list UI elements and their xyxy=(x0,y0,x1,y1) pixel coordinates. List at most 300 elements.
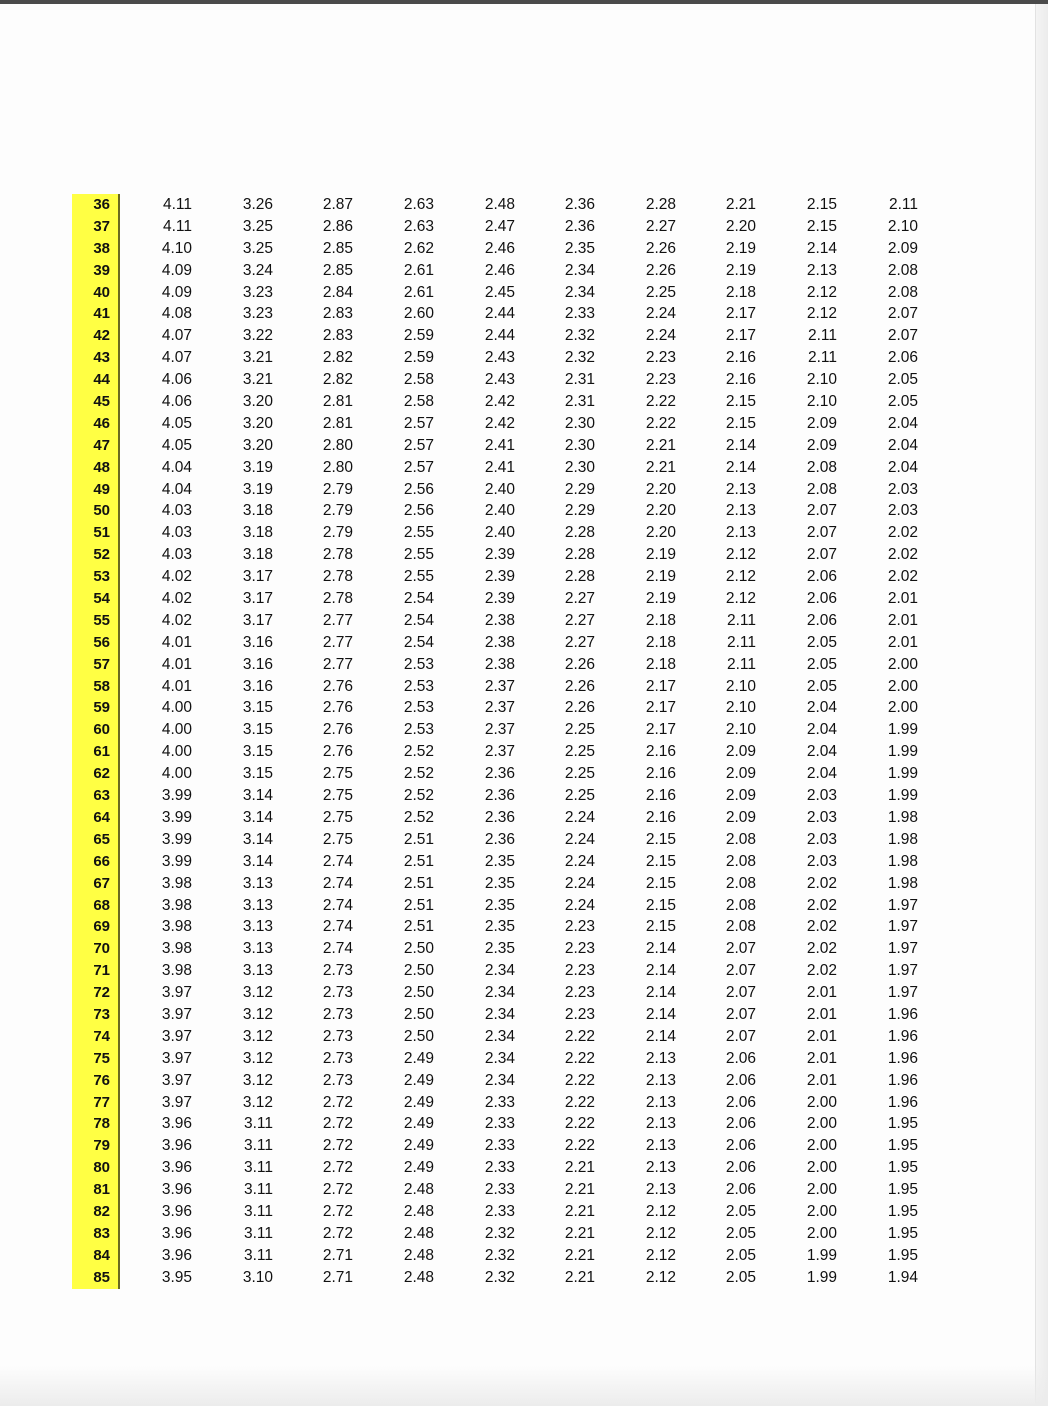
table-cell: 4.07 xyxy=(161,349,192,367)
table-cell: 2.27 xyxy=(564,590,595,608)
table-cell: 2.01 xyxy=(887,590,918,608)
table-cell: 2.15 xyxy=(725,414,756,432)
table-cell: 2.25 xyxy=(564,721,595,739)
table-cell: 2.77 xyxy=(322,655,353,673)
table-cell: 3.13 xyxy=(242,918,273,936)
table-cell: 3.97 xyxy=(161,1005,192,1023)
row-header-df: 64 xyxy=(72,807,120,829)
table-cell: 2.53 xyxy=(403,721,434,739)
table-cell: 2.11 xyxy=(726,611,756,629)
table-cell: 2.75 xyxy=(322,808,353,826)
table-cell: 2.03 xyxy=(806,808,837,826)
table-row xyxy=(72,763,952,785)
table-cell: 2.59 xyxy=(403,327,434,345)
table-cell: 2.56 xyxy=(403,480,434,498)
table-cell: 3.14 xyxy=(242,808,273,826)
table-cell: 1.94 xyxy=(887,1268,918,1286)
table-cell: 2.02 xyxy=(806,874,837,892)
table-cell: 4.09 xyxy=(161,261,192,279)
row-header-df: 41 xyxy=(72,303,120,325)
table-cell: 2.08 xyxy=(725,896,756,914)
table-row xyxy=(72,632,952,654)
row-header-df: 37 xyxy=(72,216,120,238)
table-cell: 2.75 xyxy=(322,787,353,805)
table-cell: 2.00 xyxy=(806,1181,837,1199)
table-cell: 2.30 xyxy=(564,414,595,432)
table-cell: 2.14 xyxy=(725,436,756,454)
row-header-df: 80 xyxy=(72,1157,120,1179)
table-cell: 2.72 xyxy=(322,1137,353,1155)
table-cell: 2.22 xyxy=(564,1071,595,1089)
table-cell: 2.16 xyxy=(645,787,676,805)
table-row xyxy=(72,873,952,895)
table-cell: 2.15 xyxy=(806,196,837,213)
table-cell: 2.72 xyxy=(322,1224,353,1242)
row-header-df: 66 xyxy=(72,851,120,873)
table-cell: 4.04 xyxy=(161,480,192,498)
table-cell: 2.53 xyxy=(403,677,434,695)
table-cell: 2.11 xyxy=(726,633,756,651)
table-cell: 2.72 xyxy=(322,1115,353,1133)
table-cell: 2.73 xyxy=(322,1005,353,1023)
table-cell: 2.14 xyxy=(645,962,676,980)
row-header-df: 65 xyxy=(72,829,120,851)
table-cell: 2.42 xyxy=(484,414,515,432)
row-header-df: 58 xyxy=(72,676,120,698)
table-row xyxy=(72,610,952,632)
table-cell: 2.08 xyxy=(725,830,756,848)
table-cell: 3.23 xyxy=(242,283,273,301)
table-cell: 2.08 xyxy=(725,874,756,892)
table-cell: 2.01 xyxy=(806,1005,837,1023)
table-cell: 2.41 xyxy=(484,436,515,454)
table-cell: 2.20 xyxy=(725,217,756,235)
table-cell: 2.25 xyxy=(564,787,595,805)
table-cell: 2.18 xyxy=(725,283,756,301)
table-cell: 2.36 xyxy=(564,217,595,235)
table-cell: 2.19 xyxy=(725,239,756,257)
table-cell: 2.05 xyxy=(806,633,837,651)
table-cell: 2.80 xyxy=(322,436,353,454)
table-cell: 2.07 xyxy=(725,940,756,958)
table-cell: 2.34 xyxy=(564,283,595,301)
table-cell: 2.41 xyxy=(484,458,515,476)
table-row xyxy=(72,916,952,938)
table-row xyxy=(72,807,952,829)
table-cell: 2.32 xyxy=(564,327,595,345)
table-cell: 2.36 xyxy=(564,196,595,213)
table-cell: 2.58 xyxy=(403,371,434,389)
table-cell: 4.02 xyxy=(161,590,192,608)
table-cell: 2.23 xyxy=(645,371,676,389)
table-row xyxy=(72,654,952,676)
table-cell: 3.96 xyxy=(161,1115,192,1133)
table-cell: 2.19 xyxy=(645,568,676,586)
table-cell: 2.21 xyxy=(564,1159,595,1177)
table-cell: 2.09 xyxy=(725,743,756,761)
row-header-df: 46 xyxy=(72,413,120,435)
table-cell: 2.12 xyxy=(806,283,837,301)
table-cell: 2.03 xyxy=(806,830,837,848)
table-cell: 4.03 xyxy=(161,524,192,542)
table-row xyxy=(72,588,952,610)
table-cell: 2.04 xyxy=(806,699,837,717)
row-header-df: 51 xyxy=(72,522,120,544)
table-cell: 2.49 xyxy=(403,1115,434,1133)
page-scrollbar-edge xyxy=(1035,4,1048,1406)
table-cell: 1.95 xyxy=(887,1115,918,1133)
table-cell: 2.01 xyxy=(806,1027,837,1045)
table-cell: 2.10 xyxy=(725,677,756,695)
table-cell: 2.15 xyxy=(645,874,676,892)
table-cell: 3.25 xyxy=(242,239,273,257)
table-cell: 2.13 xyxy=(645,1093,676,1111)
table-cell: 2.16 xyxy=(645,808,676,826)
row-header-df: 49 xyxy=(72,479,120,501)
table-cell: 2.17 xyxy=(725,305,756,323)
table-row xyxy=(72,697,952,719)
table-cell: 3.18 xyxy=(242,524,273,542)
table-cell: 2.73 xyxy=(322,1071,353,1089)
table-cell: 2.44 xyxy=(484,327,515,345)
table-cell: 2.00 xyxy=(887,655,918,673)
table-cell: 1.98 xyxy=(887,874,918,892)
table-cell: 2.13 xyxy=(645,1159,676,1177)
table-cell: 2.38 xyxy=(484,633,515,651)
table-cell: 3.23 xyxy=(242,305,273,323)
table-cell: 2.06 xyxy=(806,568,837,586)
table-cell: 2.05 xyxy=(887,371,918,389)
table-cell: 2.12 xyxy=(725,546,756,564)
table-cell: 2.12 xyxy=(725,568,756,586)
table-cell: 2.06 xyxy=(887,349,918,367)
table-row xyxy=(72,1179,952,1201)
table-row xyxy=(72,719,952,741)
table-cell: 2.33 xyxy=(484,1159,515,1177)
table-cell: 2.13 xyxy=(645,1071,676,1089)
table-row xyxy=(72,1048,952,1070)
table-cell: 2.04 xyxy=(806,721,837,739)
row-header-df: 36 xyxy=(72,194,120,216)
row-header-df: 79 xyxy=(72,1135,120,1157)
table-cell: 2.09 xyxy=(725,808,756,826)
table-cell: 3.12 xyxy=(242,1027,273,1045)
table-row xyxy=(72,435,952,457)
table-cell: 2.00 xyxy=(887,699,918,717)
row-header-df: 61 xyxy=(72,741,120,763)
table-cell: 2.37 xyxy=(484,677,515,695)
table-cell: 1.99 xyxy=(806,1246,837,1264)
table-cell: 2.28 xyxy=(564,546,595,564)
table-cell: 2.13 xyxy=(645,1049,676,1067)
table-cell: 2.00 xyxy=(806,1093,837,1111)
table-cell: 2.08 xyxy=(887,261,918,279)
table-cell: 3.12 xyxy=(242,1049,273,1067)
table-cell: 2.06 xyxy=(806,590,837,608)
table-cell: 1.99 xyxy=(887,765,918,783)
row-header-df: 53 xyxy=(72,566,120,588)
table-cell: 3.99 xyxy=(161,852,192,870)
table-cell: 2.06 xyxy=(725,1159,756,1177)
table-cell: 2.10 xyxy=(887,217,918,235)
table-cell: 2.71 xyxy=(322,1268,353,1286)
table-cell: 2.17 xyxy=(645,699,676,717)
table-cell: 3.96 xyxy=(161,1137,192,1155)
table-cell: 2.24 xyxy=(564,808,595,826)
table-cell: 2.16 xyxy=(645,765,676,783)
table-cell: 2.53 xyxy=(403,655,434,673)
table-cell: 1.99 xyxy=(887,787,918,805)
window-top-bar xyxy=(0,0,1048,4)
table-cell: 2.50 xyxy=(403,1005,434,1023)
table-cell: 2.19 xyxy=(725,261,756,279)
table-cell: 2.21 xyxy=(564,1268,595,1286)
table-cell: 2.87 xyxy=(322,196,353,213)
table-cell: 2.05 xyxy=(806,655,837,673)
table-cell: 2.50 xyxy=(403,1027,434,1045)
table-cell: 4.06 xyxy=(161,393,192,411)
table-cell: 2.13 xyxy=(645,1115,676,1133)
table-cell: 2.30 xyxy=(564,436,595,454)
table-cell: 2.07 xyxy=(806,502,837,520)
table-cell: 2.17 xyxy=(645,721,676,739)
table-cell: 3.11 xyxy=(243,1224,273,1242)
table-cell: 4.01 xyxy=(161,633,192,651)
table-row xyxy=(72,1004,952,1026)
table-cell: 2.02 xyxy=(806,940,837,958)
table-cell: 2.25 xyxy=(564,765,595,783)
table-cell: 2.15 xyxy=(645,896,676,914)
table-cell: 3.14 xyxy=(242,852,273,870)
table-cell: 2.06 xyxy=(725,1071,756,1089)
table-cell: 2.12 xyxy=(645,1224,676,1242)
table-cell: 2.76 xyxy=(322,743,353,761)
table-cell: 4.09 xyxy=(161,283,192,301)
table-cell: 2.02 xyxy=(806,918,837,936)
table-cell: 2.20 xyxy=(645,480,676,498)
table-cell: 3.14 xyxy=(242,787,273,805)
table-cell: 2.04 xyxy=(806,765,837,783)
table-cell: 2.05 xyxy=(725,1246,756,1264)
table-cell: 2.54 xyxy=(403,611,434,629)
table-cell: 2.02 xyxy=(806,896,837,914)
table-cell: 2.18 xyxy=(645,611,676,629)
table-cell: 3.98 xyxy=(161,918,192,936)
table-cell: 2.01 xyxy=(806,1071,837,1089)
table-cell: 2.17 xyxy=(725,327,756,345)
table-cell: 3.96 xyxy=(161,1159,192,1177)
table-cell: 1.97 xyxy=(887,940,918,958)
row-header-df: 81 xyxy=(72,1179,120,1201)
table-cell: 2.35 xyxy=(484,918,515,936)
table-cell: 2.34 xyxy=(484,962,515,980)
table-cell: 2.35 xyxy=(484,852,515,870)
page-bottom-shadow xyxy=(0,1366,1048,1406)
table-row xyxy=(72,851,952,873)
table-cell: 2.23 xyxy=(564,1005,595,1023)
table-row xyxy=(72,325,952,347)
table-cell: 2.33 xyxy=(564,305,595,323)
table-cell: 2.13 xyxy=(806,261,837,279)
table-row xyxy=(72,1157,952,1179)
table-cell: 2.62 xyxy=(403,239,434,257)
table-cell: 2.06 xyxy=(725,1137,756,1155)
table-cell: 3.15 xyxy=(242,743,273,761)
table-cell: 2.25 xyxy=(645,283,676,301)
table-cell: 2.14 xyxy=(645,984,676,1002)
table-cell: 2.55 xyxy=(403,524,434,542)
table-cell: 2.08 xyxy=(725,918,756,936)
table-cell: 2.50 xyxy=(403,984,434,1002)
table-cell: 3.98 xyxy=(161,940,192,958)
table-cell: 2.31 xyxy=(564,371,595,389)
row-header-df: 57 xyxy=(72,654,120,676)
table-cell: 2.57 xyxy=(403,458,434,476)
table-cell: 3.18 xyxy=(242,546,273,564)
table-cell: 2.19 xyxy=(645,546,676,564)
table-cell: 2.56 xyxy=(403,502,434,520)
table-cell: 2.01 xyxy=(887,633,918,651)
table-cell: 2.08 xyxy=(806,480,837,498)
table-cell: 2.51 xyxy=(403,830,434,848)
table-cell: 4.00 xyxy=(161,743,192,761)
table-cell: 3.16 xyxy=(242,655,273,673)
table-cell: 2.27 xyxy=(564,633,595,651)
table-row xyxy=(72,1223,952,1245)
table-cell: 3.15 xyxy=(242,699,273,717)
table-cell: 2.78 xyxy=(322,568,353,586)
table-cell: 3.99 xyxy=(161,808,192,826)
table-cell: 2.16 xyxy=(725,349,756,367)
row-header-df: 52 xyxy=(72,544,120,566)
table-row xyxy=(72,479,952,501)
table-cell: 4.03 xyxy=(161,546,192,564)
table-cell: 2.10 xyxy=(806,371,837,389)
table-cell: 2.86 xyxy=(322,217,353,235)
table-cell: 2.00 xyxy=(806,1224,837,1242)
row-header-df: 73 xyxy=(72,1004,120,1026)
table-row xyxy=(72,194,952,216)
table-cell: 2.01 xyxy=(806,984,837,1002)
table-cell: 2.00 xyxy=(806,1202,837,1220)
row-header-df: 83 xyxy=(72,1223,120,1245)
table-row xyxy=(72,1135,952,1157)
table-cell: 3.15 xyxy=(242,765,273,783)
table-cell: 3.15 xyxy=(242,721,273,739)
table-cell: 2.35 xyxy=(564,239,595,257)
table-cell: 1.96 xyxy=(887,1027,918,1045)
table-cell: 2.74 xyxy=(322,896,353,914)
table-cell: 2.02 xyxy=(887,524,918,542)
table-cell: 2.24 xyxy=(564,830,595,848)
table-cell: 2.03 xyxy=(806,852,837,870)
table-cell: 3.21 xyxy=(242,371,273,389)
row-header-df: 44 xyxy=(72,369,120,391)
table-cell: 2.10 xyxy=(725,721,756,739)
table-cell: 3.20 xyxy=(242,414,273,432)
table-row xyxy=(72,566,952,588)
table-cell: 2.23 xyxy=(645,349,676,367)
table-cell: 2.14 xyxy=(645,1005,676,1023)
table-cell: 2.61 xyxy=(403,283,434,301)
table-cell: 2.06 xyxy=(725,1093,756,1111)
table-cell: 3.11 xyxy=(243,1159,273,1177)
table-cell: 2.39 xyxy=(484,546,515,564)
row-header-df: 68 xyxy=(72,895,120,917)
table-row xyxy=(72,1201,952,1223)
table-cell: 3.96 xyxy=(161,1246,192,1264)
table-cell: 1.96 xyxy=(887,1093,918,1111)
table-cell: 2.27 xyxy=(645,217,676,235)
table-cell: 4.10 xyxy=(161,239,192,257)
table-cell: 2.35 xyxy=(484,874,515,892)
table-cell: 1.95 xyxy=(887,1137,918,1155)
table-cell: 2.32 xyxy=(484,1224,515,1242)
table-cell: 2.14 xyxy=(645,1027,676,1045)
table-cell: 2.34 xyxy=(484,1005,515,1023)
table-cell: 2.33 xyxy=(484,1137,515,1155)
table-cell: 2.21 xyxy=(564,1246,595,1264)
table-cell: 2.81 xyxy=(322,414,353,432)
table-row xyxy=(72,369,952,391)
table-cell: 2.46 xyxy=(484,239,515,257)
table-cell: 2.35 xyxy=(484,896,515,914)
row-header-df: 67 xyxy=(72,873,120,895)
row-header-df: 77 xyxy=(72,1092,120,1114)
table-cell: 2.23 xyxy=(564,940,595,958)
table-cell: 2.36 xyxy=(484,787,515,805)
table-cell: 2.13 xyxy=(725,480,756,498)
row-header-df: 48 xyxy=(72,457,120,479)
table-cell: 2.15 xyxy=(806,217,837,235)
table-cell: 2.07 xyxy=(725,984,756,1002)
table-cell: 2.24 xyxy=(564,874,595,892)
table-cell: 3.96 xyxy=(161,1224,192,1242)
table-cell: 2.04 xyxy=(887,458,918,476)
table-cell: 2.36 xyxy=(484,765,515,783)
critical-values-table xyxy=(72,194,952,1289)
table-cell: 2.51 xyxy=(403,874,434,892)
table-cell: 1.98 xyxy=(887,808,918,826)
table-cell: 2.38 xyxy=(484,655,515,673)
table-cell: 2.07 xyxy=(806,546,837,564)
table-cell: 4.04 xyxy=(161,458,192,476)
table-cell: 2.07 xyxy=(725,962,756,980)
table-cell: 2.45 xyxy=(484,283,515,301)
row-header-df: 72 xyxy=(72,982,120,1004)
table-cell: 2.04 xyxy=(887,436,918,454)
table-cell: 3.25 xyxy=(242,217,273,235)
table-cell: 3.10 xyxy=(242,1268,273,1286)
table-cell: 2.13 xyxy=(645,1137,676,1155)
table-cell: 2.34 xyxy=(484,1071,515,1089)
table-cell: 2.37 xyxy=(484,699,515,717)
row-header-df: 84 xyxy=(72,1245,120,1267)
table-cell: 3.95 xyxy=(161,1268,192,1286)
table-cell: 2.12 xyxy=(645,1202,676,1220)
table-row xyxy=(72,413,952,435)
table-cell: 3.13 xyxy=(242,874,273,892)
row-header-df: 56 xyxy=(72,632,120,654)
row-header-df: 47 xyxy=(72,435,120,457)
table-cell: 2.06 xyxy=(725,1049,756,1067)
table-row xyxy=(72,829,952,851)
table-cell: 2.23 xyxy=(564,962,595,980)
table-cell: 2.09 xyxy=(806,436,837,454)
table-cell: 2.00 xyxy=(806,1137,837,1155)
table-cell: 1.96 xyxy=(887,1049,918,1067)
table-cell: 3.12 xyxy=(242,1093,273,1111)
